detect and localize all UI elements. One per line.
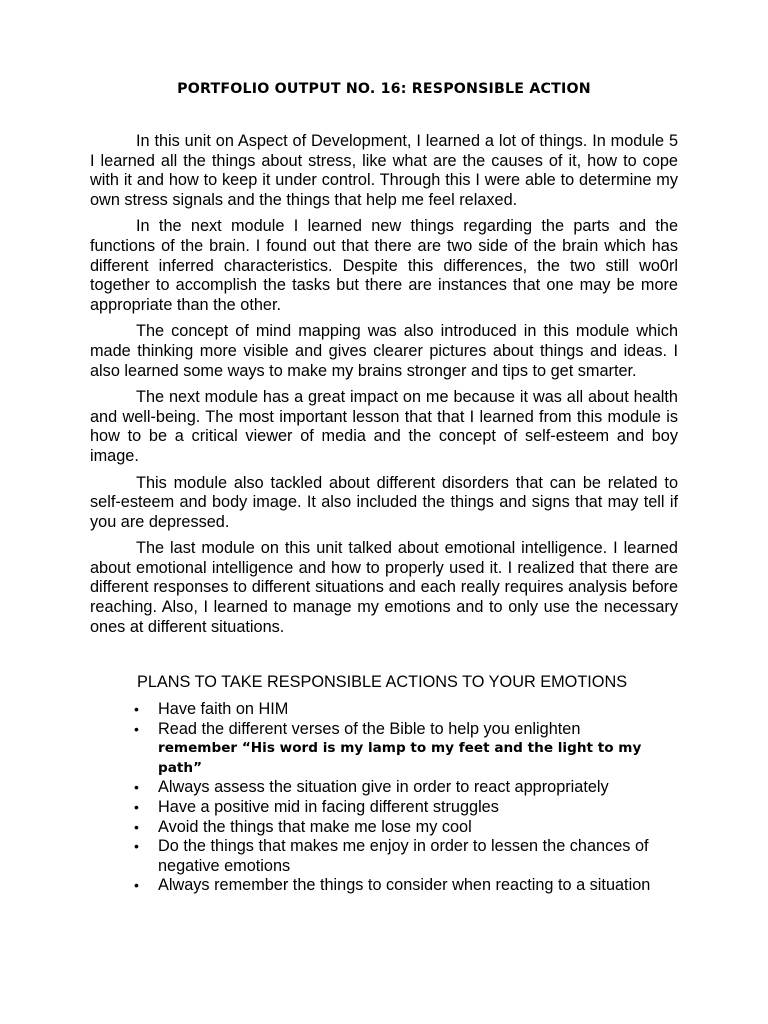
document-title: PORTFOLIO OUTPUT NO. 16: RESPONSIBLE ACTION bbox=[177, 81, 591, 97]
list-item bbox=[134, 876, 678, 896]
list-item-text: Have faith on HIM bbox=[158, 700, 289, 718]
list-item bbox=[134, 837, 678, 876]
paragraph-health: The next module has a great impact on me because it was all about health and well-being. The most important lesson that that I learned from this module is how to be a critical viewer of media and the concept of self-esteem and boy image. bbox=[90, 388, 678, 465]
bullet-icon: • bbox=[134, 818, 139, 835]
list-item bbox=[134, 797, 678, 818]
paragraph-emotional-intelligence: The last module on this unit talked about emotional intelligence. I learned about emotional intelligence and how to properly used it. I realized that there are different responses to different situations and each really requires analysis before reaching. Also, I learned to manage my emotions and to only use the necessary ones at different situations. bbox=[90, 539, 678, 636]
bullet-icon: • bbox=[134, 720, 139, 737]
paragraph-mind-mapping: The concept of mind mapping was also introduced in this module which made thinking more visible and gives clearer pictures about things and ideas. I also learned some ways to make my brains stronger and tips to get smarter. bbox=[90, 322, 678, 380]
list-item-text: Avoid the things that make me lose my cool bbox=[158, 817, 472, 836]
paragraph-stress: In this unit on Aspect of Development, I learned a lot of things. In module 5 I learned all the things about stress, like what are the causes of it, how to cope with it and how to keep it under control. Through this I were able to determine my own stress signals and the things that help me feel relaxed. bbox=[90, 132, 678, 209]
plans-list bbox=[134, 700, 678, 896]
bullet-icon: • bbox=[134, 877, 139, 894]
list-item bbox=[134, 700, 678, 720]
list-item-text: Always assess the situation give in order to react appropriately bbox=[158, 778, 609, 797]
list-item bbox=[134, 778, 678, 798]
bullet-icon: • bbox=[134, 701, 139, 717]
list-item-text: Do the things that makes me enjoy in order to lessen the chances of negative emotions bbox=[158, 837, 649, 875]
bullet-icon: • bbox=[134, 779, 139, 796]
list-item bbox=[134, 719, 678, 779]
bible-quote: remember “His word is my lamp to my feet and the light to my path” bbox=[158, 740, 642, 776]
plans-heading: PLANS TO TAKE RESPONSIBLE ACTIONS TO YOUR EMOTIONS bbox=[137, 673, 628, 691]
list-item-text: Read the different verses of the Bible to help you enlighten bbox=[158, 719, 581, 738]
list-item-text: Have a positive mid in facing different struggles bbox=[158, 797, 499, 816]
bullet-icon: • bbox=[134, 838, 139, 855]
bullet-icon: • bbox=[134, 798, 139, 815]
document-body bbox=[90, 132, 678, 644]
paragraph-disorders: This module also tackled about different disorders that can be related to self-esteem and body image. It also included the things and signs that may tell if you are depressed. bbox=[90, 473, 678, 531]
paragraph-brain: In the next module I learned new things regarding the parts and the functions of the brain. I found out that there are two side of the brain which has different inferred characteristics. Despite this differences, the two still wo0rl together to accomplish the tasks but there are instances that one may be more appropriate than the other. bbox=[90, 217, 678, 314]
list-item bbox=[134, 817, 678, 838]
list-item-text: Always remember the things to consider when reacting to a situation bbox=[158, 876, 651, 895]
